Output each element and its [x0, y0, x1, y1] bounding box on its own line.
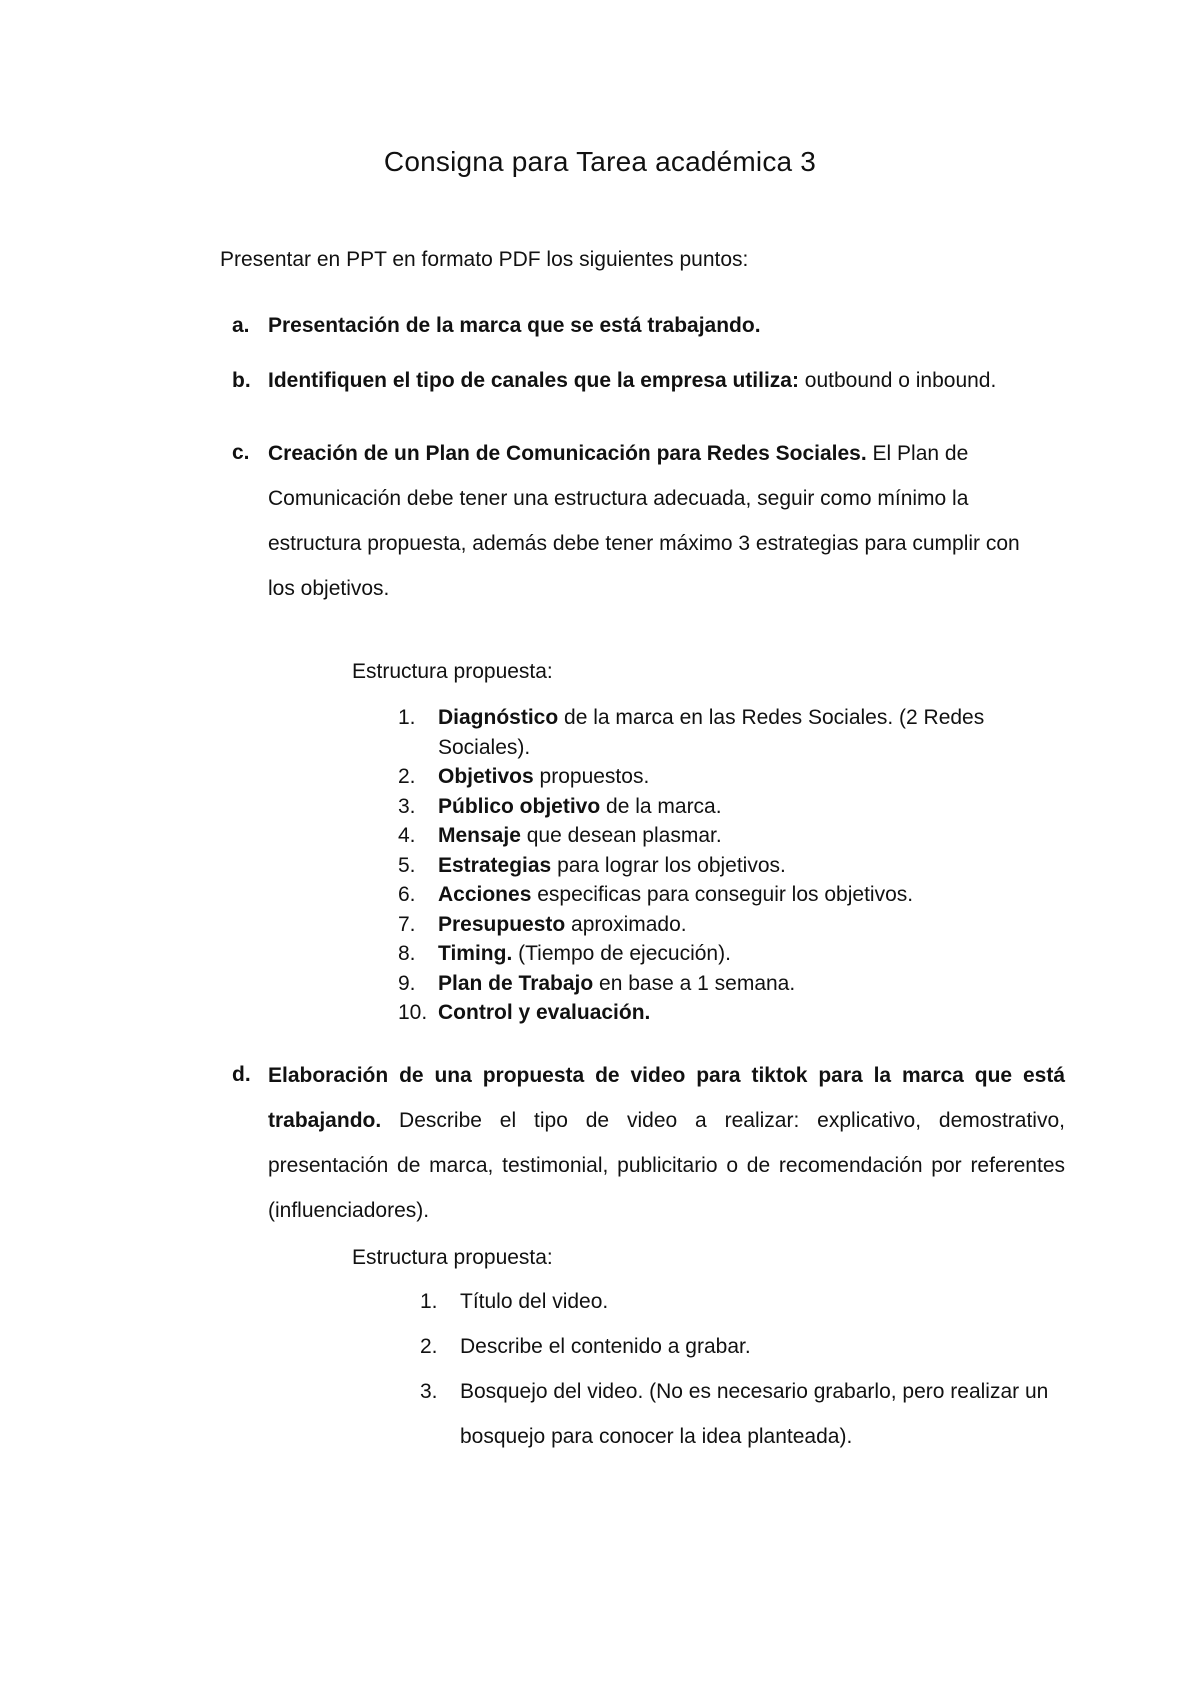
list-marker-a: a. — [232, 314, 250, 337]
list-regular-text: (Tiempo de ejecución). — [512, 942, 731, 965]
list-bold-text: Acciones — [438, 883, 532, 906]
list-number: 10. — [398, 1001, 428, 1024]
list-number: 7. — [398, 912, 416, 936]
item-a-bold-text: Presentación de la marca que se está trabajando. — [268, 314, 761, 337]
list-item-b-text — [268, 369, 1065, 393]
list-bold-text: Plan de Trabajo — [438, 971, 594, 995]
item-c-structure-list — [398, 703, 998, 1028]
structure-list-item — [398, 821, 998, 851]
list-regular-text: aproximado. — [565, 912, 687, 936]
list-number: 1. — [420, 1290, 438, 1313]
list-number: 3. — [420, 1380, 438, 1403]
list-bold-text: Mensaje — [438, 824, 521, 847]
list-bold-text: Estrategias — [438, 853, 552, 877]
list-regular-text: propuestos. — [533, 765, 650, 788]
structure-list-item — [420, 1369, 1070, 1459]
list-marker-c: c. — [232, 441, 250, 464]
intro-paragraph: Presentar en PPT en formato PDF los siguientes puntos: — [220, 248, 749, 271]
structure-list-item — [398, 703, 998, 762]
list-bold-text: Público objetivo — [438, 794, 601, 818]
list-item-d-text — [268, 1053, 1065, 1233]
list-number: 8. — [398, 942, 416, 965]
list-number: 6. — [398, 883, 416, 906]
structure-list-item — [398, 762, 998, 792]
list-regular-text: Bosquejo del video. (No es necesario grabarlo, pero realizar un bosquejo para conocer la idea planteada). — [460, 1380, 1049, 1448]
item-c-regular-text: El Plan de Comunicación debe tener una estructura adecuada, seguir como mínimo la estructura propuesta, además debe tener máximo 3 estrategias para cumplir con los objetivos. — [268, 442, 1020, 600]
item-c-bold-text: Creación de un Plan de Comunicación para Redes Sociales. — [268, 442, 867, 465]
list-item-c-text — [268, 431, 1043, 611]
structure-list-item — [420, 1279, 1070, 1324]
list-regular-text: de la marca. — [600, 794, 722, 818]
item-d-regular-text: Describe el tipo de video a realizar: explicativo, demostrativo, presentación de marca, testimonial, publicitario o de recomendación por referentes (influenciadores). — [268, 1109, 1065, 1222]
list-number: 1. — [398, 706, 416, 729]
list-number: 2. — [398, 765, 416, 788]
structure-list-item — [398, 910, 998, 940]
item-b-regular-text: outbound o inbound. — [798, 369, 997, 392]
list-bold-text: Diagnóstico — [438, 706, 559, 729]
structure-list-item — [398, 939, 998, 969]
list-number: 9. — [398, 971, 416, 995]
list-number: 4. — [398, 824, 416, 847]
list-number: 2. — [420, 1335, 438, 1358]
structure-list-item — [398, 998, 998, 1028]
list-marker-b: b. — [232, 369, 251, 392]
structure-list-item — [398, 880, 998, 910]
list-bold-text: Presupuesto — [438, 912, 566, 936]
list-item-a-text — [268, 314, 1065, 338]
list-regular-text: que desean plasmar. — [520, 824, 722, 847]
structure-list-item — [398, 792, 998, 822]
list-regular-text: especificas para conseguir los objetivos. — [531, 883, 914, 906]
list-regular-text: Título del video. — [460, 1290, 609, 1313]
structure-list-item — [398, 851, 998, 881]
list-bold-text: Objetivos — [438, 765, 534, 788]
structure-list-item — [398, 969, 998, 999]
list-number: 3. — [398, 794, 416, 818]
document-title: Consigna para Tarea académica 3 — [383, 146, 817, 177]
item-d-bold-text: Elaboración de una propuesta de video para tiktok para la marca que está trabajando. — [268, 1064, 1065, 1132]
list-regular-text: para lograr los objetivos. — [551, 853, 786, 877]
list-regular-text: en base a 1 semana. — [593, 971, 796, 995]
item-b-bold-text: Identifiquen el tipo de canales que la empresa utiliza: — [268, 369, 799, 392]
list-number: 5. — [398, 853, 416, 877]
item-d-structure-heading: Estructura propuesta: — [352, 1246, 553, 1269]
list-regular-text: de la marca en las Redes Sociales. (2 Redes Sociales). — [438, 706, 985, 759]
list-bold-text: Timing. — [438, 942, 513, 965]
list-regular-text: Describe el contenido a grabar. — [460, 1335, 751, 1358]
item-d-structure-list — [420, 1279, 1070, 1459]
structure-list-item — [420, 1324, 1070, 1369]
item-c-structure-heading: Estructura propuesta: — [352, 660, 553, 683]
list-marker-d: d. — [232, 1063, 251, 1086]
list-bold-text: Control y evaluación. — [438, 1001, 651, 1024]
